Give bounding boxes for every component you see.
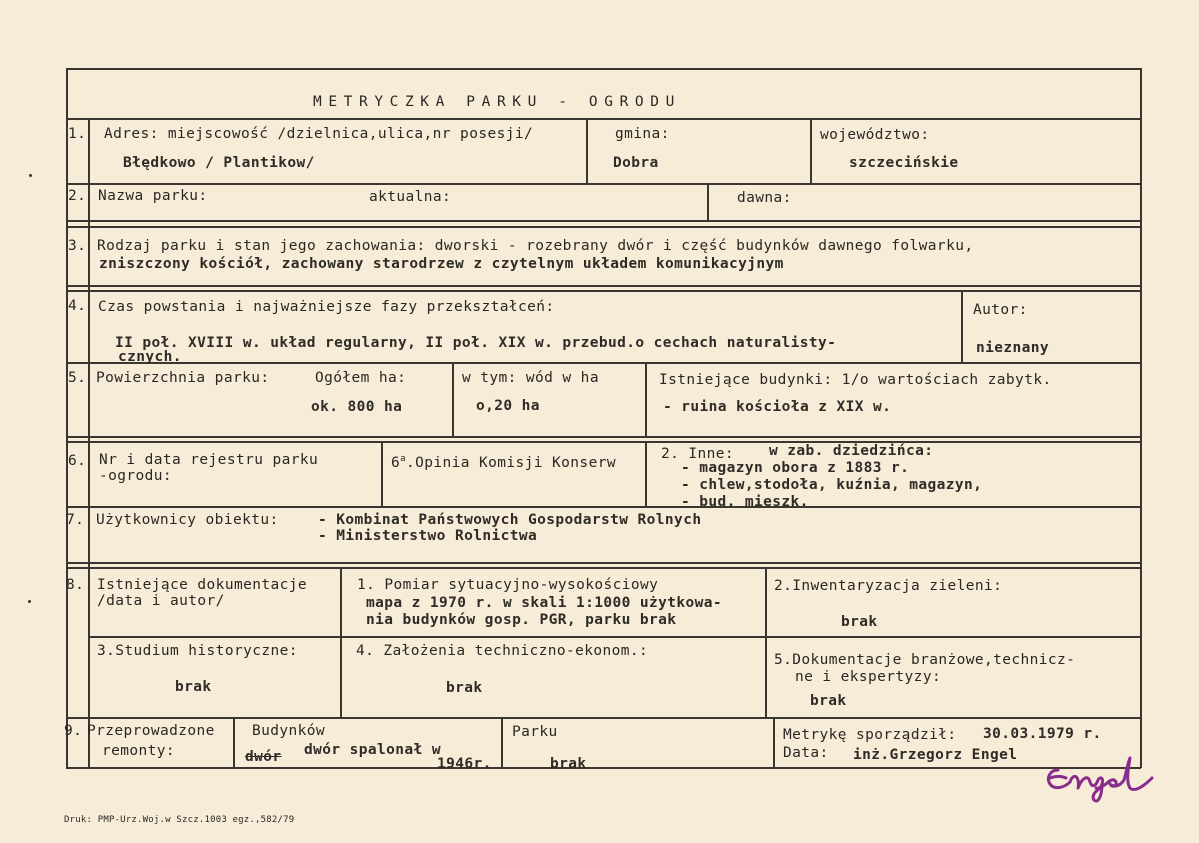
rule-r9-b [501, 717, 503, 767]
water-area-value: o,20 ha [476, 398, 540, 414]
rule-row3-bottom [66, 285, 1141, 287]
park-repairs-label: Parku [512, 724, 558, 740]
rule-bottom [66, 767, 1141, 769]
tech-value: brak [446, 680, 483, 696]
author-name: inż.Grzegorz Engel [853, 747, 1018, 763]
section-number-6: 6. [68, 453, 87, 469]
rule-r4-a [961, 290, 963, 362]
rule-row7-top [66, 506, 1141, 508]
users-item-2: - Ministerstwo Rolnictwa [318, 528, 538, 544]
prepared-date: 30.03.1979 r. [983, 726, 1102, 742]
rule-row7-bottom [66, 562, 1141, 564]
rule-title-bottom [66, 118, 1141, 120]
rule-top [66, 68, 1141, 70]
buildings-struck-word: dwór [245, 749, 282, 765]
buildings-repairs-value-line1: dwór spalonał w [304, 742, 441, 758]
rule-r6-a [381, 441, 383, 506]
rule-row8-bottom [66, 717, 1141, 719]
total-area-value: ok. 800 ha [311, 399, 403, 415]
rule-r9-a [233, 717, 235, 767]
water-area-label: w tym: wód w ha [462, 370, 599, 386]
date-label: Data: [783, 745, 829, 761]
punch-mark-bottom [28, 600, 31, 603]
area-label: Powierzchnia parku: [96, 370, 270, 386]
address-label: Adres: miejscowość /dzielnica,ulica,nr posesji/ [104, 126, 534, 142]
docs-label-line1: Istniejące dokumentacje [97, 577, 307, 593]
branch-label-line2: ne i ekspertyzy: [795, 669, 942, 685]
rule-num-col [88, 118, 90, 768]
other-item-3: - bud. mieszk. [681, 494, 809, 510]
section-number-8: 8. [66, 577, 85, 593]
author-label: Autor: [973, 302, 1028, 318]
prepared-by-label: Metrykę sporządził: [783, 727, 957, 743]
rule-r9-c [773, 717, 775, 767]
rule-r1-a [586, 118, 588, 183]
section-number-4: 4. [68, 298, 87, 314]
register-label-line2: -ogrodu: [99, 468, 173, 484]
history-value: brak [175, 679, 212, 695]
section-number-3: 3. [68, 238, 87, 254]
repairs-label-line1: Przeprowadzone [87, 723, 215, 739]
other-heading: w zab. dziedzińca: [769, 443, 934, 459]
section-number-9: 9. [64, 723, 83, 739]
rule-row1-bottom [66, 183, 1141, 185]
origin-label: Czas powstania i najważniejsze fazy przekształceń: [98, 299, 555, 315]
other-label: 2. Inne: [661, 446, 735, 462]
signature [1040, 748, 1170, 808]
rule-row8-top [66, 567, 1141, 569]
users-label: Użytkownicy obiektu: [96, 512, 279, 528]
rule-r8-a [340, 567, 342, 717]
branch-label-line1: 5.Dokumentacje branżowe,technicz- [774, 652, 1076, 668]
rule-row6-top [66, 441, 1141, 443]
docs-label-line2: /data i autor/ [97, 593, 225, 609]
history-label: 3.Studium historyczne: [97, 643, 298, 659]
form-title: METRYCZKA PARKU - OGRODU [313, 94, 681, 110]
print-footer: Druk: PMP-Urz.Woj.w Szcz.1003 egz.,582/79 [64, 815, 295, 825]
users-item-1: - Kombinat Państwowych Gospodarstw Rolnych [318, 512, 702, 528]
section-number-1: 1. [68, 126, 87, 142]
total-area-label: Ogółem ha: [315, 370, 407, 386]
other-item-1: - magazyn obora z 1883 r. [681, 460, 910, 476]
rule-row5-top [66, 362, 1141, 364]
repairs-label-line2: remonty: [102, 743, 176, 759]
rule-r8-b [765, 567, 767, 717]
gmina-value: Dobra [613, 155, 659, 171]
buildings-repairs-label: Budynków [252, 723, 326, 739]
section-number-2: 2. [68, 188, 87, 204]
opinion-text: .Opinia Komisji Konserw [405, 455, 616, 471]
other-item-2: - chlew,stodoła, kuźnia, magazyn, [681, 477, 983, 493]
opinion-label [391, 455, 616, 474]
former-name-label: dawna: [737, 190, 792, 206]
author-value: nieznany [976, 340, 1050, 356]
inventory-value: brak [841, 614, 878, 630]
rule-row5-bottom [66, 436, 1141, 438]
rule-r5-a [452, 362, 454, 436]
section-number-7: 7. [66, 512, 85, 528]
survey-label: 1. Pomiar sytuacyjno-wysokościowy [357, 577, 659, 593]
register-label-line1: Nr i data rejestru parku [99, 452, 319, 468]
rule-r6-b [645, 441, 647, 506]
gmina-label: gmina: [615, 126, 670, 142]
rule-row2-bottom [66, 220, 1141, 222]
opinion-superscript: a [400, 454, 406, 464]
rule-r1-b [810, 118, 812, 183]
park-type-line2: zniszczony kościół, zachowany starodrzew z czytelnym układem komunikacyjnym [99, 256, 784, 272]
survey-value-line2: nia budynków gosp. PGR, parku brak [366, 612, 677, 628]
current-name-label: aktualna: [369, 189, 452, 205]
buildings-label: Istniejące budynki: 1/o wartościach zabytk. [659, 372, 1052, 388]
voivodeship-label: województwo: [820, 127, 930, 143]
origin-value-line2: cznych. [118, 349, 182, 365]
park-type-line1: Rodzaj parku i stan jego zachowania: dworski - rozebrany dwór i część budynków dawnego folwarku, [97, 238, 974, 254]
punch-mark-top [29, 174, 32, 177]
inventory-label: 2.Inwentaryzacja zieleni: [774, 578, 1003, 594]
opinion-number: 6 [391, 455, 401, 471]
buildings-value: - ruina kościoła z XIX w. [663, 399, 892, 415]
branch-value: brak [810, 693, 847, 709]
rule-row4-top [66, 290, 1141, 292]
section-number-5: 5. [68, 370, 87, 386]
voivodeship-value: szczecińskie [849, 155, 959, 171]
park-name-label: Nazwa parku: [98, 188, 208, 204]
rule-left [66, 68, 68, 768]
origin-value-line1: II poł. XVIII w. układ regularny, II poł. XIX w. przebud.o cechach naturalisty- [115, 335, 837, 351]
survey-value-line1: mapa z 1970 r. w skali 1:1000 użytkowa- [366, 595, 723, 611]
rule-row8-mid [88, 636, 1141, 638]
tech-label: 4. Założenia techniczno-ekonom.: [356, 643, 649, 659]
rule-right [1140, 68, 1142, 768]
address-value: Błędkowo / Plantikow/ [123, 155, 315, 171]
rule-r5-b [645, 362, 647, 436]
rule-row3-top [66, 226, 1141, 228]
rule-r2-a [707, 183, 709, 220]
park-repairs-value: brak [550, 756, 587, 772]
buildings-repairs-value-line2: 1946r. [437, 756, 492, 772]
